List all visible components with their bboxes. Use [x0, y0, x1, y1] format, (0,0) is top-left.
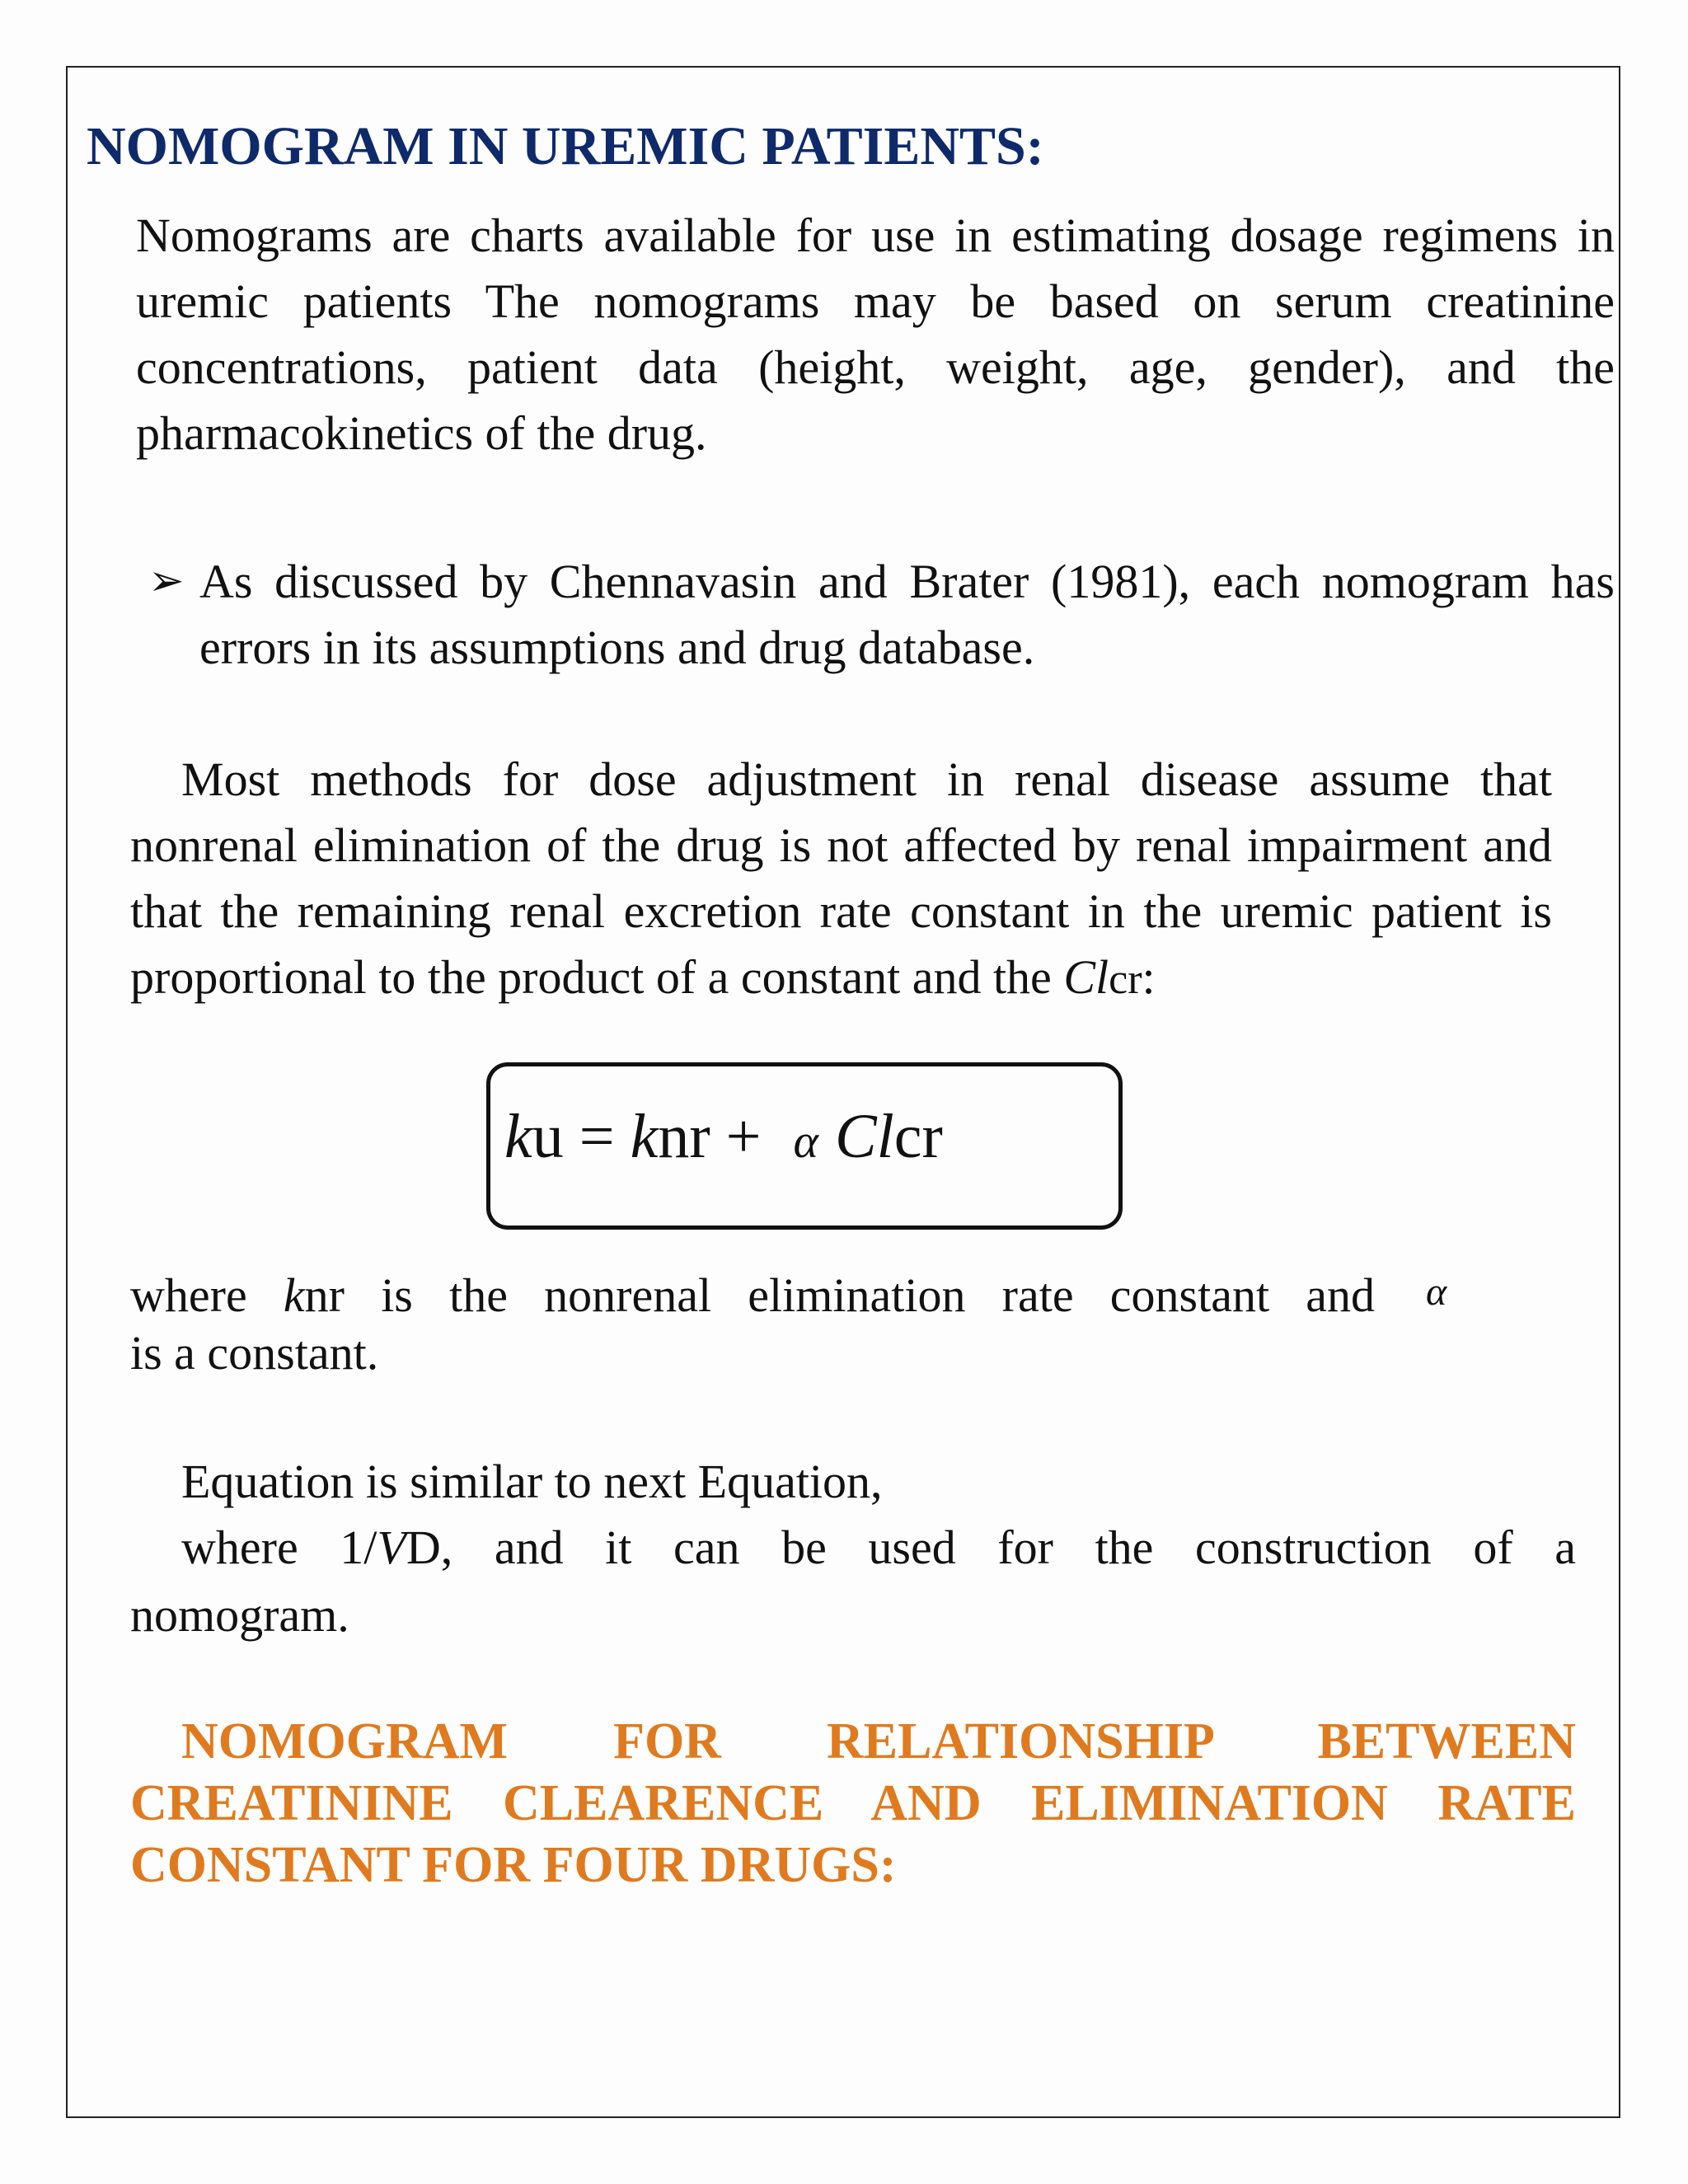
clcr-term: Cl: [1063, 950, 1109, 1004]
section-heading-line1: NOMOGRAM FOR RELATIONSHIP BETWEEN: [181, 1713, 1576, 1769]
note-post: , and it can be used for the construction of a: [440, 1521, 1576, 1574]
where-alpha: α: [1426, 1270, 1447, 1314]
intro-paragraph: Nomograms are charts available for use in estimating dosage regimens in uremic patients The nomograms may be based on serum creatinine concentrations, patient data (height, weight, age, gender), and the pharmacokinetics of the drug.: [136, 209, 1615, 460]
section-heading-line3: CONSTANT FOR FOUR DRUGS:: [130, 1837, 897, 1893]
eq-k2: k: [630, 1102, 659, 1171]
where-pre: where: [130, 1268, 284, 1322]
arrow-bullet-icon: ➢: [148, 558, 185, 605]
section-heading: [130, 1711, 1576, 1896]
eq-u: u: [532, 1102, 564, 1171]
section-heading-line2: CREATININE CLEARENCE AND ELIMINATION RATE: [130, 1775, 1576, 1831]
bullet-text: As discussed by Chennavasin and Brater (1981), each nomogram has errors in its assumptions and drug database.: [199, 555, 1615, 674]
clcr-subscript: cr: [1109, 956, 1142, 1003]
methods-text: Most methods for dose adjustment in renal disease assume that nonrenal elimination of the drug is not affected by renal impairment and that the remaining renal excretion rate constant in the uremic patient is proportional to the product of a constant and the: [130, 752, 1552, 1004]
where-nr: nr: [304, 1268, 345, 1322]
page-title: NOMOGRAM IN UREMIC PATIENTS:: [87, 116, 1044, 176]
methods-end: :: [1142, 950, 1156, 1004]
note-d: D: [406, 1521, 441, 1574]
eq-cr: cr: [893, 1102, 943, 1171]
where-k: k: [283, 1268, 305, 1322]
eq-k: k: [504, 1102, 532, 1171]
eq-cl: Cl: [834, 1102, 894, 1171]
where-post: is the nonrenal elimination rate constant and: [344, 1268, 1376, 1322]
equation: [504, 1101, 943, 1173]
where-line2: is a constant.: [130, 1326, 379, 1380]
where-line: [130, 1263, 1375, 1329]
equation-note-line1: Equation is similar to next Equation,: [181, 1455, 883, 1508]
eq-plus: +: [710, 1102, 777, 1171]
note-pre: where 1/: [181, 1521, 377, 1574]
eq-nr: nr: [658, 1102, 710, 1171]
bullet-item: [148, 549, 1615, 681]
equation-note-line3: nomogram.: [130, 1588, 349, 1642]
equation-note-line2: [181, 1515, 1576, 1581]
note-v: V: [377, 1521, 406, 1574]
eq-alpha: α: [793, 1114, 818, 1168]
eq-equals: =: [563, 1102, 631, 1171]
methods-paragraph: [130, 747, 1552, 1013]
